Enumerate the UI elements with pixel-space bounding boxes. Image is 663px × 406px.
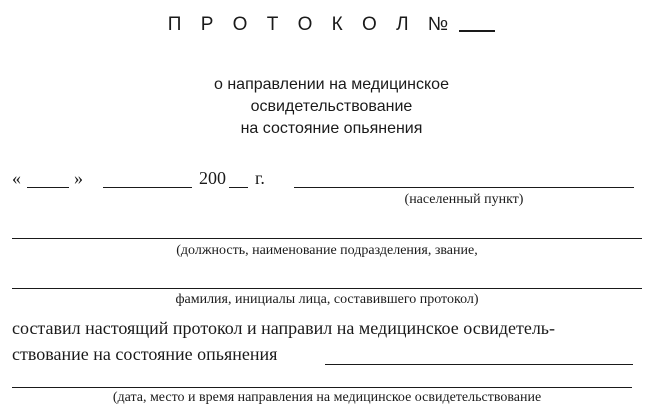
protocol-title [0,14,663,36]
year-suffix: г. [255,168,265,188]
position-caption: (должность, наименование подразделения, звание, [176,243,478,258]
body-line-2: ствование на состояние опьянения [12,344,278,364]
settlement-field[interactable] [294,187,634,188]
subtitle-line-1: о направлении на медицинское [214,76,449,93]
subtitle-line-3: на состояние опьянения [240,120,423,137]
subtitle-line-2: освидетельствование [250,98,413,115]
direction-field[interactable] [12,387,632,388]
date-open-quote: « [12,168,21,188]
year-prefix: 200 [199,168,226,188]
intoxication-field[interactable] [325,364,633,365]
protocol-title-text: П Р О Т О К О Л № [167,14,456,35]
direction-caption: (дата, место и время направления на медицинское освидетельствование [112,390,542,405]
body-line-1: составил настоящий протокол и направил на медицинское освидетель- [12,318,556,338]
name-field[interactable] [12,288,642,289]
day-field[interactable] [27,187,69,188]
date-close-quote: » [74,168,83,188]
month-field[interactable] [103,187,192,188]
protocol-number-field[interactable] [459,14,495,32]
settlement-caption: (населенный пункт) [404,192,524,207]
position-field[interactable] [12,238,642,239]
name-caption: фамилия, инициалы лица, составившего протокол) [175,292,479,307]
year-field[interactable] [229,187,248,188]
